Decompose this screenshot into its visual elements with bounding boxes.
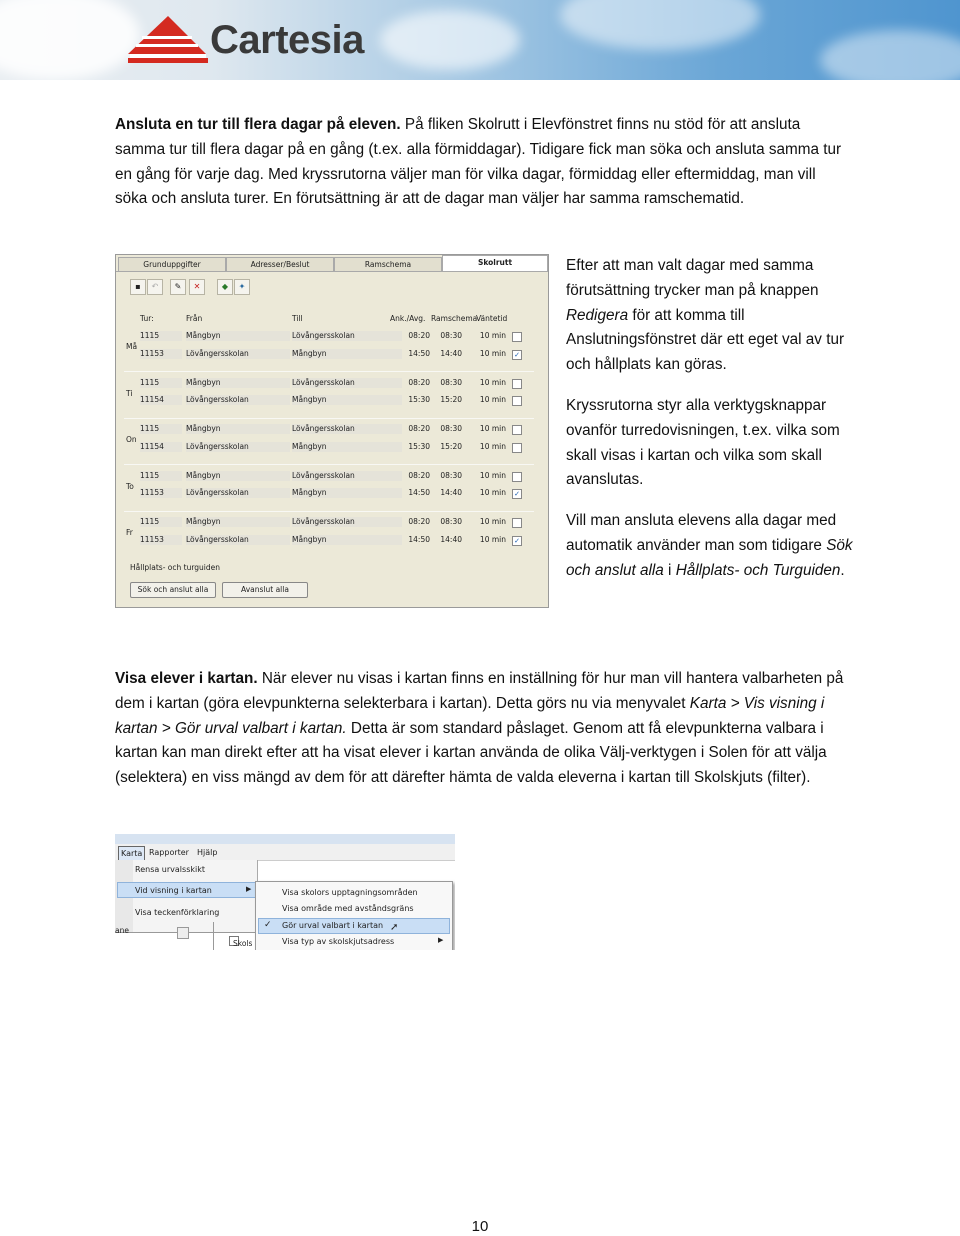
day-checkbox[interactable] bbox=[512, 425, 522, 435]
side-paragraph-1 bbox=[566, 254, 856, 378]
cell-tur: 11153 bbox=[140, 535, 182, 545]
cell-ank: 08:20 bbox=[408, 517, 430, 526]
side-paragraph-2: Kryssrutorna styr alla verktygsknappar ovanför turredovisningen, t.ex. vilka som skall visas i kartan och vilka som skall avanslutas. bbox=[566, 396, 840, 489]
side-paragraph-3 bbox=[566, 509, 856, 583]
menu-karta[interactable]: Karta bbox=[118, 846, 145, 861]
side-p3-b: i bbox=[663, 561, 676, 579]
day-divider bbox=[124, 464, 534, 465]
map-menu-screenshot bbox=[115, 834, 455, 950]
tab-bar bbox=[116, 255, 548, 271]
cell-ram: 08:30 bbox=[440, 517, 462, 526]
section-show-in-map-menu-path: Karta > Vis visning i kartan > Gör urval valbart i kartan. bbox=[115, 694, 825, 737]
submenu-arrow-icon: ▶ bbox=[246, 885, 252, 893]
day-divider bbox=[124, 371, 534, 372]
cell-till: Mångbyn bbox=[292, 535, 402, 545]
cell-till: Mångbyn bbox=[292, 488, 402, 498]
cell-fran: Mångbyn bbox=[186, 424, 290, 434]
day-label: Fr bbox=[126, 528, 133, 537]
cell-fran: Mångbyn bbox=[186, 331, 290, 341]
day-checkbox[interactable]: ✓ bbox=[512, 489, 522, 499]
unlink-all-button[interactable]: Avanslut alla bbox=[222, 582, 308, 598]
col-vantetid: Väntetid bbox=[476, 314, 508, 323]
section-multi-day-text: På fliken Skolrutt i Elevfönstret finns nu stöd för att ansluta samma tur till flera dagar på en gång (t.ex. alla förmiddagar). Tidigare fick man söka och ansluta samma tur en gång för varje dag. Med kryssrutorna väljer man för vilka dagar, förmiddag eller eftermiddag, man vill söka och ansluta turer. En förutsättning är att de dagar man väljer har samma ramschematid. bbox=[115, 116, 842, 208]
day-divider bbox=[124, 418, 534, 419]
day-checkbox[interactable] bbox=[512, 396, 522, 406]
cell-fran: Lövångersskolan bbox=[186, 395, 290, 405]
cell-tur: 11153 bbox=[140, 488, 182, 498]
cell-ank: 14:50 bbox=[408, 488, 430, 497]
bottom-fragment: Skols bbox=[233, 939, 253, 948]
section-multi-day bbox=[115, 113, 845, 212]
tab-grunduppgifter[interactable]: Grunduppgifter bbox=[118, 257, 226, 272]
section-show-in-map-text-a: När elever nu visas i kartan finns en inställning för hur man vill hantera valbarheten på dem i kartan (göra elevpunkterna selekterbara i kartan). Detta görs nu via menyvalet bbox=[115, 670, 844, 712]
day-checkbox[interactable] bbox=[512, 379, 522, 389]
menu-rapporter[interactable]: Rapporter bbox=[149, 848, 189, 857]
side-p3-c: . bbox=[840, 561, 845, 579]
cell-vant: 10 min bbox=[479, 395, 506, 404]
cell-till: Lövångersskolan bbox=[292, 378, 402, 388]
side-p1-b: för att komma till Anslutningsfönstret där ett eget val av tur och hållplats kan göras. bbox=[566, 306, 845, 374]
col-fran: Från bbox=[186, 314, 203, 323]
section-show-in-map-heading: Visa elever i kartan. bbox=[115, 670, 258, 687]
cell-vant: 10 min bbox=[479, 377, 506, 387]
cell-ram: 15:20 bbox=[440, 395, 462, 404]
day-checkbox[interactable] bbox=[512, 443, 522, 453]
day-divider bbox=[124, 511, 534, 512]
tab-ramschema[interactable]: Ramschema bbox=[334, 257, 442, 272]
submenu-item-arrow-icon: ▶ bbox=[438, 936, 444, 944]
cell-fran: Lövångersskolan bbox=[186, 535, 290, 545]
cursor-icon: ➚ bbox=[390, 922, 399, 933]
cell-till: Lövångersskolan bbox=[292, 424, 402, 434]
cell-tur: 1115 bbox=[140, 424, 182, 434]
cell-vant: 10 min bbox=[479, 534, 506, 544]
day-checkbox[interactable]: ✓ bbox=[512, 536, 522, 546]
student-window-screenshot bbox=[115, 254, 549, 608]
col-ank: Ank./Avg. bbox=[390, 314, 426, 323]
col-ramschema: Ramschema bbox=[431, 314, 478, 323]
edit-disabled-icon: ↶ bbox=[147, 279, 163, 295]
side-p3-em2: Hållplats- och Turguiden bbox=[675, 561, 841, 579]
cell-vant: 10 min bbox=[479, 517, 506, 526]
cell-till: Lövångersskolan bbox=[292, 517, 402, 527]
cell-tur: 1115 bbox=[140, 378, 182, 388]
side-p3-em1: Sök och anslut alla bbox=[566, 536, 853, 579]
cell-till: Lövångersskolan bbox=[292, 331, 402, 341]
cell-fran: Mångbyn bbox=[186, 517, 290, 527]
cell-fran: Mångbyn bbox=[186, 378, 290, 388]
day-checkbox[interactable] bbox=[512, 518, 522, 528]
show-in-map-icon[interactable]: ◆ bbox=[217, 279, 233, 295]
tab-skolrutt[interactable]: Skolrutt bbox=[442, 255, 548, 272]
cell-tur: 1115 bbox=[140, 471, 182, 481]
cell-fran: Mångbyn bbox=[186, 471, 290, 481]
cell-ank: 15:30 bbox=[408, 395, 430, 404]
cell-vant: 10 min bbox=[479, 424, 506, 433]
col-till: Till bbox=[292, 314, 303, 323]
side-text bbox=[566, 254, 856, 600]
cell-ram: 08:30 bbox=[440, 331, 462, 340]
menu-item-vid-visning[interactable]: Vid visning i kartan bbox=[135, 886, 212, 895]
submenu-item-upptagning[interactable]: Visa skolors upptagningsområden bbox=[282, 888, 418, 897]
day-label: To bbox=[126, 481, 134, 491]
cell-ram: 14:40 bbox=[440, 348, 462, 358]
cell-till: Mångbyn bbox=[292, 349, 402, 359]
left-fragment: ane bbox=[115, 926, 129, 935]
page-header bbox=[0, 0, 960, 80]
section-show-in-map bbox=[115, 667, 845, 791]
menu-hjalp[interactable]: Hjälp bbox=[197, 848, 218, 857]
cell-vant: 10 min bbox=[479, 331, 506, 340]
cell-vant: 10 min bbox=[479, 470, 506, 480]
submenu-item-skolskjutsadress[interactable]: Visa typ av skolskjutsadress bbox=[282, 937, 395, 946]
cell-ram: 08:30 bbox=[440, 377, 462, 387]
delete-icon[interactable]: ✕ bbox=[189, 279, 205, 295]
cell-ram: 08:30 bbox=[440, 424, 462, 433]
cell-till: Mångbyn bbox=[292, 442, 402, 452]
day-checkbox[interactable]: ✓ bbox=[512, 350, 522, 360]
section-show-in-map-text-b: Detta är som standard påslaget. Genom att få elevpunkterna valbara i kartan kan man direkt efter att ha visat elever i kartan använda de olika Välj-verktygen i Solen för att välja (selektera) en viss mängd av dem för att därefter hämta de valda eleverna i kartan till Skolskjuts (filter). bbox=[115, 719, 827, 787]
day-checkbox[interactable] bbox=[512, 472, 522, 482]
scroll-thumb[interactable] bbox=[177, 927, 189, 939]
guide-label: Hållplats- och turguiden bbox=[130, 563, 221, 572]
cell-vant: 10 min bbox=[479, 488, 506, 497]
menu-item-rensa[interactable]: Rensa urvalsskikt bbox=[135, 865, 205, 874]
cell-ank: 14:50 bbox=[408, 348, 430, 358]
side-p1-em: Redigera bbox=[566, 306, 629, 324]
day-label: Må bbox=[126, 342, 138, 351]
cell-ank: 15:30 bbox=[408, 441, 430, 451]
cell-ank: 08:20 bbox=[408, 470, 430, 480]
day-label: Ti bbox=[126, 388, 133, 398]
cell-till: Lövångersskolan bbox=[292, 471, 402, 481]
cell-fran: Lövångersskolan bbox=[186, 442, 290, 452]
cell-till: Mångbyn bbox=[292, 395, 402, 405]
map-select-icon[interactable]: ✦ bbox=[234, 279, 250, 295]
cell-ank: 08:20 bbox=[408, 377, 430, 387]
save-icon[interactable]: ▪ bbox=[130, 279, 146, 295]
cell-ank: 14:50 bbox=[408, 534, 430, 544]
cell-ram: 08:30 bbox=[440, 470, 462, 480]
cell-tur: 11154 bbox=[140, 442, 182, 452]
submenu bbox=[255, 881, 453, 950]
brand-name: Cartesia bbox=[210, 18, 364, 62]
cell-fran: Lövångersskolan bbox=[186, 349, 290, 359]
cell-ram: 14:40 bbox=[440, 534, 462, 544]
side-p1-a: Efter att man valt dagar med samma förutsättning trycker man på knappen bbox=[566, 257, 819, 299]
submenu-item-avstand[interactable]: Visa område med avståndsgräns bbox=[282, 904, 414, 913]
cell-ram: 15:20 bbox=[440, 441, 462, 451]
page-number: 10 bbox=[471, 1218, 489, 1235]
cell-ank: 08:20 bbox=[408, 424, 430, 433]
submenu-item-valbart[interactable]: Gör urval valbart i kartan bbox=[282, 921, 384, 930]
section-multi-day-heading: Ansluta en tur till flera dagar på eleven. bbox=[115, 116, 401, 133]
cell-ank: 08:20 bbox=[408, 331, 430, 340]
checkmark-icon: ✓ bbox=[264, 920, 272, 930]
cell-tur: 11154 bbox=[140, 395, 182, 405]
cell-ram: 14:40 bbox=[440, 488, 462, 497]
cell-tur: 1115 bbox=[140, 517, 182, 527]
search-and-link-all-button[interactable]: Sök och anslut alla bbox=[130, 582, 216, 598]
col-tur: Tur: bbox=[140, 314, 154, 323]
cell-vant: 10 min bbox=[479, 441, 506, 451]
cell-tur: 11153 bbox=[140, 349, 182, 359]
cell-vant: 10 min bbox=[479, 348, 506, 358]
day-checkbox[interactable] bbox=[512, 332, 522, 342]
menu-item-teckenforklaring[interactable]: Visa teckenförklaring bbox=[135, 908, 220, 917]
cell-fran: Lövångersskolan bbox=[186, 488, 290, 498]
tab-adresser[interactable]: Adresser/Beslut bbox=[226, 257, 334, 272]
day-label: On bbox=[126, 435, 137, 444]
redigera-icon[interactable]: ✎ bbox=[170, 279, 186, 295]
side-p3-a: Vill man ansluta elevens alla dagar med automatik använder man som tidigare bbox=[566, 512, 837, 554]
cell-tur: 1115 bbox=[140, 331, 182, 341]
